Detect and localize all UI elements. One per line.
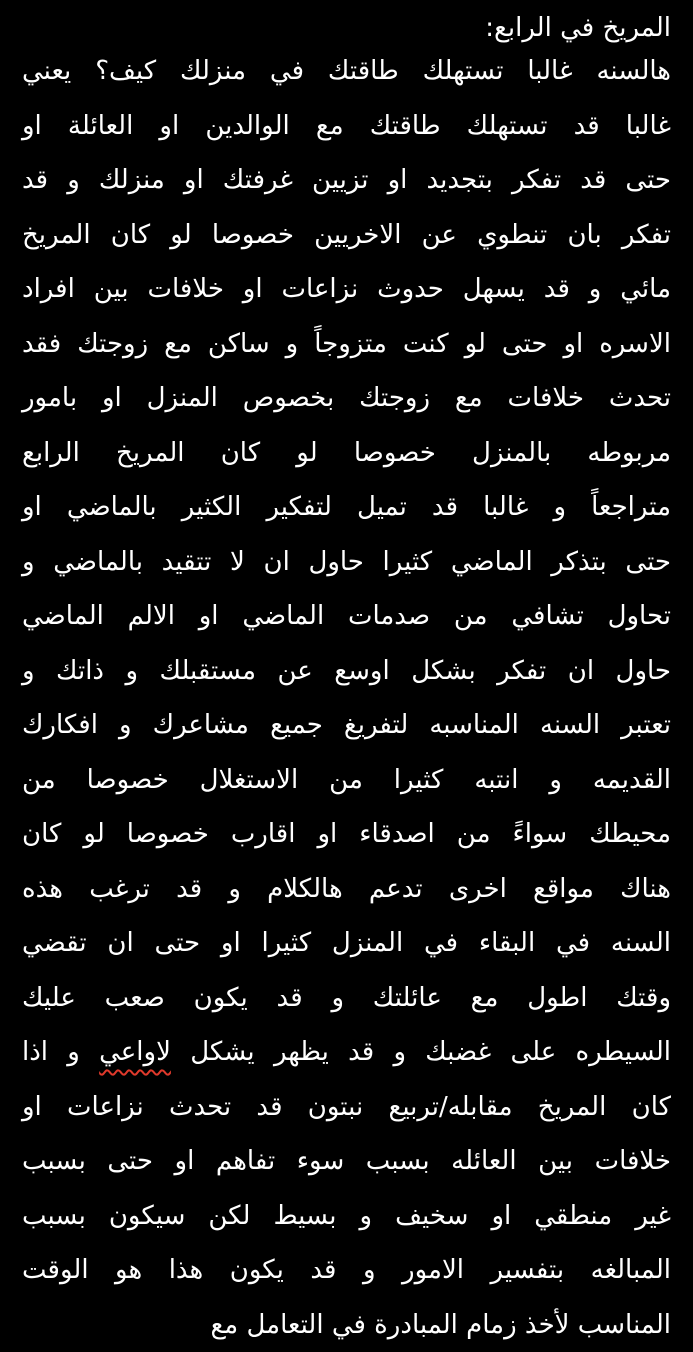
text-line: غير منطقي او سخيف و بسيط لكن سيكون بسبب <box>22 1189 671 1244</box>
text-segment: السيطره على غضبك و قد يظهر يشكل <box>171 1037 671 1067</box>
note-title: المريخ في الرابع: <box>22 4 671 44</box>
text-line: حتى قد تفكر بتجديد او تزيين غرفتك او منزلك و قد <box>22 153 671 208</box>
misspelled-word[interactable]: لاواعي <box>99 1037 171 1067</box>
text-line: حتى بتذكر الماضي كثيرا حاول ان لا تتقيد بالماضي و <box>22 535 671 590</box>
text-line: مائي و قد يسهل حدوث نزاعات او خلافات بين افراد <box>22 262 671 317</box>
text-line: حاول ان تفكر بشكل اوسع عن مستقبلك و ذاتك و <box>22 644 671 699</box>
text-line: تعتبر السنه المناسبه لتفريغ جميع مشاعرك و افكارك <box>22 698 671 753</box>
text-line: الاسره او حتى لو كنت متزوجاً و ساكن مع زوجتك فقد <box>22 317 671 372</box>
text-line: هناك مواقع اخرى تدعم هالكلام و قد ترغب هذه <box>22 862 671 917</box>
text-line: القديمه و انتبه كثيرا من الاستغلال خصوصا من <box>22 753 671 808</box>
text-line: تفكر بان تنطوي عن الاخريين خصوصا لو كان المريخ <box>22 208 671 263</box>
text-line: كان المريخ مقابله/تربيع نبتون قد تحدث نزاعات او <box>22 1080 671 1135</box>
text-line: تحاول تشافي من صدمات الماضي او الالم الماضي <box>22 589 671 644</box>
text-line: وقتك اطول مع عائلتك و قد يكون صعب عليك <box>22 971 671 1026</box>
text-line: المبالغه بتفسير الامور و قد يكون هذا هو الوقت <box>22 1243 671 1298</box>
text-line: خلافات بين العائله بسبب سوء تفاهم او حتى بسبب <box>22 1134 671 1189</box>
text-line: هالسنه غالبا تستهلك طاقتك في منزلك كيف؟ يعني <box>22 44 671 99</box>
note-body <box>22 4 671 1352</box>
text-line: متراجعاً و غالبا قد تميل لتفكير الكثير بالماضي او <box>22 480 671 535</box>
text-line: تحدث خلافات مع زوجتك بخصوص المنزل او بامور <box>22 371 671 426</box>
text-line: محيطك سواءً من اصدقاء او اقارب خصوصا لو كان <box>22 807 671 862</box>
text-line: غالبا قد تستهلك طاقتك مع الوالدين او العائلة او <box>22 99 671 154</box>
text-line-with-spellcheck <box>22 1025 671 1080</box>
text-line: السنه في البقاء في المنزل كثيرا او حتى ان تقضي <box>22 916 671 971</box>
text-line: المناسب لأخذ زمام المبادرة في التعامل مع <box>22 1298 671 1352</box>
text-segment: و اذا <box>22 1037 99 1067</box>
text-line: مربوطه بالمنزل خصوصا لو كان المريخ الرابع <box>22 426 671 481</box>
